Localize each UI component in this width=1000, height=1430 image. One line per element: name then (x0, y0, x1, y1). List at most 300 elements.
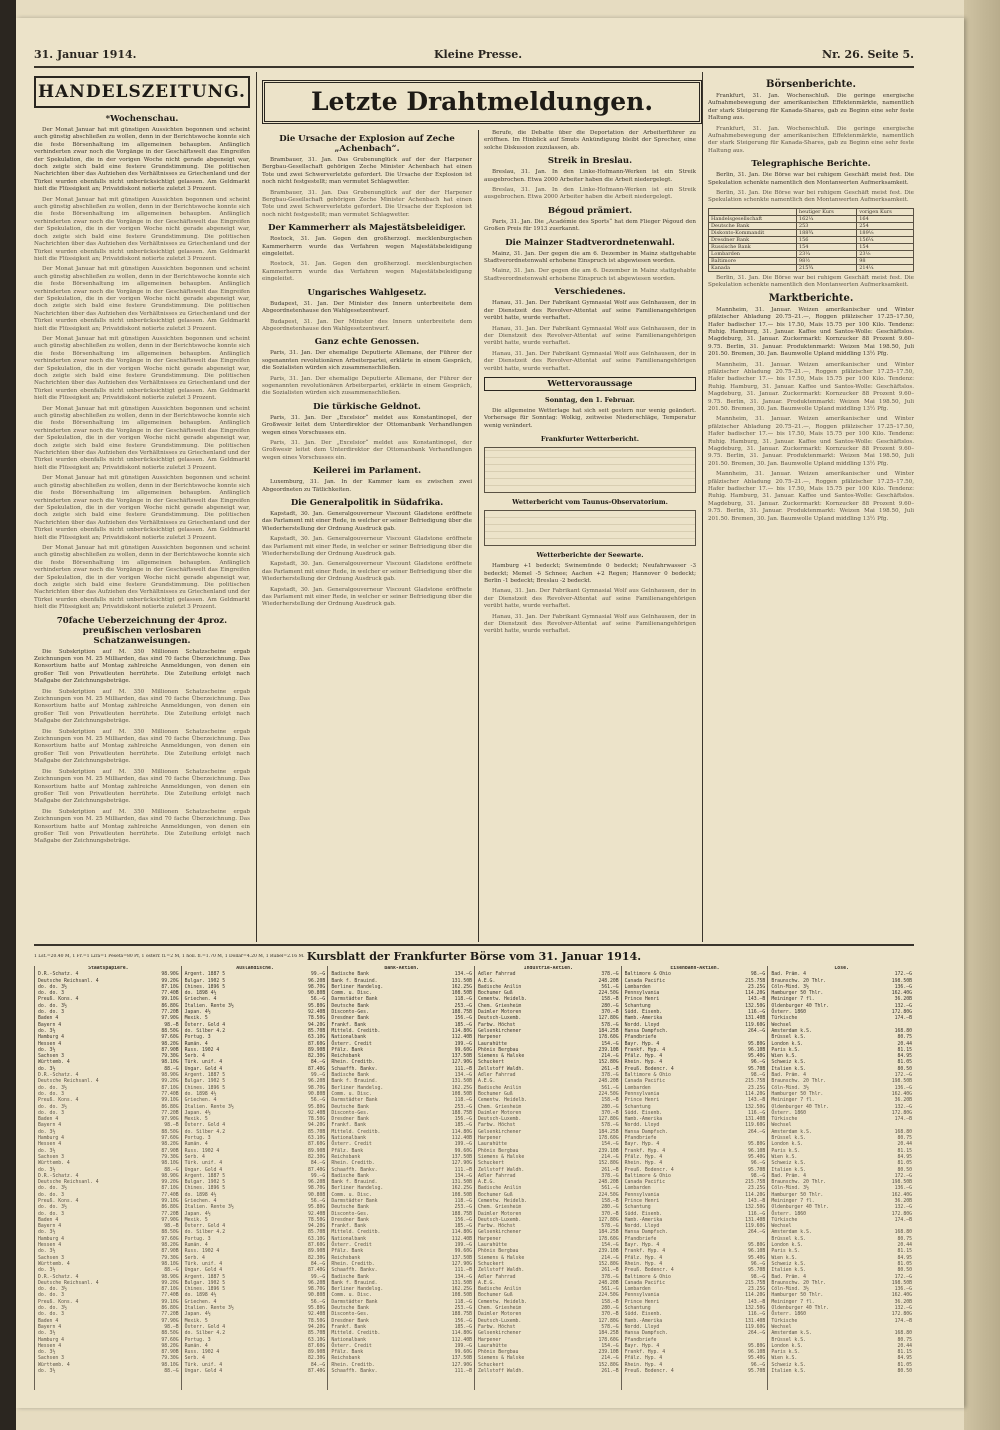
security-name: Deutsche Bank (331, 1205, 369, 1211)
security-price: 95.80G (307, 1104, 326, 1110)
security-price: 127.80G (598, 1117, 619, 1123)
security-name: Russ. 1902 4 (184, 1148, 220, 1154)
article-text: Die allgemeine Wetterlage hat sich seit gestern nur wenig geändert. Vorhersage für Sonntag: Wolkig, zeitweise Niederschläge, Temperatur wenig verändert. (484, 407, 696, 429)
security-name: Schuckert (478, 1362, 504, 1368)
security-price: 98.—G (750, 972, 766, 978)
article-heading: Ganz echte Genossen. (314, 337, 420, 348)
security-name: Schantung (624, 1104, 651, 1110)
security-price: 239.10B (598, 1148, 619, 1154)
security-price: 95.70B (747, 1369, 766, 1374)
security-name: Badische Anilin (478, 1287, 522, 1293)
security-price: 264.—G (747, 1230, 766, 1236)
section-rule (34, 944, 914, 946)
security-name: Frankf. Hyp. 4 (624, 1249, 666, 1255)
security-price: 188.75B (451, 1110, 472, 1116)
security-price: 98.—B (164, 1123, 179, 1129)
security-name: Preuß. Bodencr. 4 (624, 1066, 674, 1072)
security-name: Bulgar. 1902 5 (184, 1079, 226, 1085)
security-name: Württemb. 4 (38, 1161, 70, 1167)
security-price: 154.—G (601, 1041, 619, 1047)
kurs-value: 154 (857, 243, 914, 250)
article-heading: Ungarisches Wahlgesetz. (307, 287, 427, 298)
security-price: 98.90G (161, 972, 179, 978)
security-name: Gelsenkirchener (478, 1129, 522, 1135)
security-name: Bank f. Brauind. (331, 978, 378, 984)
security-name: Gelsenkirchener (478, 1028, 522, 1034)
security-name: Darmstädter Bank (331, 1198, 378, 1204)
security-name: Siemens & Halske (478, 1054, 525, 1060)
security-name: Südd. Eisenb. (624, 1010, 663, 1016)
security-name: D.R.-Schatz. 4 (38, 1073, 79, 1079)
security-price: 84.95 (897, 1054, 912, 1060)
kurs-column-heading: Eisenbahn-Aktien. (670, 966, 720, 971)
security-name: do. do. 3 (38, 1293, 64, 1299)
security-name: Darmstädter Bank (331, 1098, 378, 1104)
article-text: Paris, 31. Jan. Die „Académie des Sports“ hat dem Flieger Pégoud den Großen Preis für 1913 zuerkannt. (484, 218, 696, 233)
security-name: Hamburger 50 Thlr. (771, 1091, 824, 1097)
kurs-table (708, 208, 914, 272)
table-row (709, 250, 914, 257)
security-name: Hessen 4 (38, 1142, 62, 1148)
security-price: 137.50B (451, 1154, 472, 1160)
security-price: 99.—G (310, 1173, 326, 1179)
article-text: Paris, 31. Jan. Der „Excelsior“ meldet aus Konstantinopel, der Großwesir leitet dem Unterdirektor der Ottomanbank Verhandlungen wegen eines Vorschusses ein. (262, 414, 472, 436)
security-price: 132.50G (745, 1104, 766, 1110)
security-name: Schweiz k.S. (771, 1161, 806, 1167)
security-name: Frankf. Hyp. 4 (624, 1047, 666, 1053)
security-name: do. do. 3½ (38, 1104, 67, 1110)
security-price: 119.60G (745, 1324, 766, 1330)
security-price: 214.—G (601, 1255, 619, 1261)
article-heading: Die Mainzer Stadtverordnetenwahl. (505, 237, 675, 248)
security-name: do. 3½ (38, 1066, 56, 1072)
kurs-column (327, 966, 472, 1390)
table-row (478, 1369, 619, 1375)
security-name: Chines. 1896 5 (184, 1085, 226, 1091)
security-name: Nordd. Lloyd (624, 1123, 660, 1129)
security-price: 248.20B (598, 1280, 619, 1286)
security-name: Japan. 4½ (184, 1312, 211, 1318)
weather-table (484, 447, 696, 493)
security-name: Canada Pacific (624, 1180, 666, 1186)
security-name: A.E.G. (478, 1180, 496, 1186)
security-price: 253.—G (454, 1205, 472, 1211)
security-price: 132.—G (894, 1306, 912, 1312)
security-price: 96.10B (747, 1148, 766, 1154)
security-price: 154.—G (601, 1343, 619, 1349)
security-name: Paris k.S. (771, 1350, 801, 1356)
security-price: 168.80 (894, 1230, 912, 1236)
security-name: Hamb.-Amerika (624, 1217, 663, 1223)
security-name: do. Silber 4.2 (184, 1230, 226, 1236)
security-name: A.E.G. (478, 1280, 496, 1286)
security-name: Adler Fahrrad (478, 972, 516, 978)
table-row (709, 215, 914, 222)
security-price: 96.—G (750, 1261, 766, 1267)
security-name: Russ. 1902 4 (184, 1047, 220, 1053)
security-name: Braunschw. 20 Thlr. (771, 1079, 827, 1085)
security-name: Südd. Eisenb. (624, 1312, 663, 1318)
security-name: Wien k.S. (771, 1054, 798, 1060)
drahtmeldungen-banner: Letzte Drahtmeldungen. (262, 80, 702, 124)
security-price: 88.—G (164, 1066, 179, 1072)
security-price: 81.05 (897, 1060, 912, 1066)
security-name: Pennsylvania (624, 991, 660, 997)
security-name: Dresdner Bank (331, 1217, 369, 1223)
security-name: Disconto-Ges. (331, 1110, 369, 1116)
table-row (709, 229, 914, 236)
security-price: 95.70B (747, 1066, 766, 1072)
security-name: Griechen. 4 (184, 997, 217, 1003)
security-name: Paris k.S. (771, 1148, 801, 1154)
security-price: 98.—B (164, 1224, 179, 1230)
security-name: Schuckert (478, 1060, 504, 1066)
security-name: Wechsel (771, 1224, 792, 1230)
security-name: Österr. Credit (331, 1243, 372, 1249)
security-price: 97.90G (161, 1217, 179, 1223)
security-price: 168.80 (894, 1028, 912, 1034)
security-price: 188.75B (451, 1312, 472, 1318)
handelszeitung-title: HANDELSZEITUNG. (34, 76, 250, 108)
security-price: 199.—G (454, 1243, 472, 1249)
binding-edge (0, 0, 16, 1430)
kurs-name: Lombarden (709, 250, 797, 257)
article-text: Budapest, 31. Jan. Der Minister des Innern unterbreitete dem Abgeordnetenhause den Wahlgesetzentwurf. (262, 318, 472, 332)
security-name: Wechsel (771, 1123, 792, 1129)
security-price: 92.40B (307, 1211, 326, 1217)
security-price: 89.90B (307, 1249, 326, 1255)
security-name: do. 3½ (38, 1129, 56, 1135)
security-price: 89.90B (307, 1350, 326, 1356)
security-price: 98.10G (161, 1362, 179, 1368)
security-price: 36.20B (894, 1098, 912, 1104)
weather-date: Sonntag, den 1. Februar. (545, 395, 635, 404)
security-name: Oldenburger 40 Thlr. (771, 1104, 830, 1110)
security-name: Prince Henri (624, 997, 660, 1003)
table-row (709, 222, 914, 229)
kurs-table-header: heutiger Kurs (796, 208, 856, 215)
security-price: 578.—G (601, 1123, 619, 1129)
security-price: 96.10B (747, 1047, 766, 1053)
security-name: do. do. 3½ (38, 984, 67, 990)
security-name: Phönix Bergbau (478, 1047, 519, 1053)
security-price: 96.—G (750, 1362, 766, 1368)
security-name: Ungar. Gold 4 (184, 1066, 223, 1072)
security-price: 95.80G (307, 1003, 326, 1009)
security-name: Bayern 4 (38, 1123, 62, 1129)
security-price: 108.50B (451, 1091, 472, 1097)
weather-heading: Wettervoraussage (484, 377, 696, 391)
security-name: do. 3½ (38, 1369, 56, 1374)
security-price: 94.20G (307, 1224, 326, 1230)
article-text: Frankfurt, 31. Jan. Wochenschluß. Die geringe energische Aufnahmebewegung der amerikanischen Effektenmärkte, namentlich der stark Steigerung für Kanada-Shares, gab zu Beginn eine sehr feste Haltung aus. (708, 125, 914, 154)
security-price: 87.40G (307, 1268, 326, 1274)
security-price: 184.25B (598, 1331, 619, 1337)
security-name: Darmstädter Bank (331, 997, 378, 1003)
security-name: do. 3½ (38, 1350, 56, 1356)
security-name: Pfandbriefe (624, 1236, 657, 1242)
security-price: 174.—B (894, 1016, 912, 1022)
security-price: 108.50B (451, 991, 472, 997)
security-name: Ungar. Gold 4 (184, 1369, 223, 1374)
security-name: Bulgar. 1902 5 (184, 1280, 226, 1286)
security-name: Österr. Credit (331, 1142, 372, 1148)
security-price: 112.40B (451, 1035, 472, 1041)
security-name: Badische Bank (331, 1274, 369, 1280)
security-name: D.R.-Schatz. 4 (38, 1173, 79, 1179)
security-price: 98.70G (307, 1186, 326, 1192)
kurs-value: 156¼ (857, 236, 914, 243)
security-price: 143.—B (747, 1299, 766, 1305)
security-name: Hansa Dampfsch. (624, 1331, 668, 1337)
security-price: 162.40G (891, 1091, 912, 1097)
security-price: 99.60G (454, 1148, 472, 1154)
security-price: 131.50B (451, 1180, 472, 1186)
security-price: 172.—G (894, 1274, 912, 1280)
security-price: 87.60G (307, 1243, 326, 1249)
security-name: Italien. Rente 3½ (184, 1205, 234, 1211)
security-name: Österr. 1860 (771, 1110, 806, 1116)
security-name: Baltimore & Ohio (624, 1073, 671, 1079)
security-price: 87.90B (161, 1249, 179, 1255)
security-price: 78.50G (307, 1016, 326, 1022)
security-price: 80.50 (897, 1268, 912, 1274)
security-name: do. 1898 4½ (184, 1091, 217, 1097)
security-name: Württemb. 4 (38, 1261, 70, 1267)
security-price: 99.—G (310, 1274, 326, 1280)
security-name: do. do. 3 (38, 1192, 64, 1198)
security-price: 98.—G (750, 1274, 766, 1280)
security-name: Wien k.S. (771, 1255, 798, 1261)
security-name: Cöln-Mind. 3½ (771, 984, 809, 990)
security-name: Daimler Motoren (478, 1110, 522, 1116)
security-name: Farbw. Höchst (478, 1324, 516, 1330)
security-name: Frankf. Bank (331, 1123, 366, 1129)
security-name: Italien. Rente 3½ (184, 1306, 234, 1312)
article-heading: Streik in Breslau. (547, 156, 633, 167)
security-name: Deutsch-Luxemb. (478, 1117, 522, 1123)
security-price: 99.20G (161, 1180, 179, 1186)
security-name: Portug. 3 (184, 1136, 211, 1142)
security-name: Hansa Dampfsch. (624, 1230, 668, 1236)
security-name: Prince Henri (624, 1198, 660, 1204)
section-heading: Börsenberichte. (766, 79, 856, 90)
security-name: Oldenburger 40 Thlr. (771, 1003, 830, 1009)
security-price: 370.—B (601, 1312, 619, 1318)
weather-heading: Wetterberichte der Seewarte. (536, 551, 644, 560)
security-price: 118.—G (454, 1299, 472, 1305)
security-name: Deutsche Reichsanl. 4 (38, 1180, 99, 1186)
kurs-column (767, 966, 912, 1390)
security-price: 158.—B (601, 997, 619, 1003)
kurs-value: 156 (796, 236, 856, 243)
security-name: Serb. 4 (184, 1154, 205, 1160)
security-name: Bulgar. 1902 5 (184, 978, 226, 984)
security-name: Österr. 1860 (771, 1010, 806, 1016)
security-name: Frankf. Bank (331, 1224, 366, 1230)
kurs-value: 214¼ (857, 264, 914, 271)
security-name: Bulgar. 1902 5 (184, 1180, 226, 1186)
security-name: Zellstoff Waldh. (478, 1268, 525, 1274)
security-name: Harpener (478, 1337, 502, 1343)
security-price: 99.60G (454, 1249, 472, 1255)
security-name: Rhein. Creditb. (331, 1261, 375, 1267)
security-price: 199.—G (454, 1041, 472, 1047)
security-price: 131.40B (745, 1016, 766, 1022)
security-price: 86.80G (161, 1104, 179, 1110)
kurs-column-heading: Industrie-Aktien. (523, 966, 573, 971)
security-price: 116.—G (747, 1312, 766, 1318)
security-name: Siemens & Halske (478, 1255, 525, 1261)
security-name: London k.S. (771, 1041, 804, 1047)
security-name: Mexik. 5 (184, 1117, 208, 1123)
security-price: 131.40B (745, 1117, 766, 1123)
security-price: 77.20B (161, 1211, 179, 1217)
security-price: 172.—G (894, 1173, 912, 1179)
security-name: Rumän. 4 (184, 1041, 208, 1047)
security-name: Serb. 4 (184, 1054, 205, 1060)
article-text: Mainz, 31. Jan. Der gegen die am 6. Dezember in Mainz stattgehabte Stadtverordnetenwahl erhobene Einspruch ist abgewiesen worden. (484, 250, 696, 265)
security-price: 87.60G (307, 1142, 326, 1148)
kurs-column (181, 966, 326, 1390)
security-name: Italien k.S. (771, 1268, 806, 1274)
security-price: 98.70G (307, 984, 326, 990)
security-name: Chem. Griesheim (478, 1205, 522, 1211)
security-name: Braunschw. 20 Thlr. (771, 1280, 827, 1286)
security-name: Bad. Präm. 4 (771, 1274, 806, 1280)
security-price: 82.30G (307, 1154, 326, 1160)
security-price: 280.—G (601, 1003, 619, 1009)
security-name: D.R.-Schatz. 4 (38, 1274, 79, 1280)
security-name: Chines. 1896 5 (184, 984, 226, 990)
security-name: Meininger 7 fl. (771, 1098, 815, 1104)
security-name: do. do. 3 (38, 1010, 64, 1016)
security-price: 370.—B (601, 1010, 619, 1016)
security-name: Bad. Präm. 4 (771, 972, 806, 978)
security-name: Brüssel k.S. (771, 1236, 806, 1242)
security-name: Schantung (624, 1306, 651, 1312)
security-name: Phönix Bergbau (478, 1350, 519, 1356)
security-price: 99.20G (161, 1280, 179, 1286)
security-name: Pfälz. Hyp. 4 (624, 1054, 663, 1060)
security-price: 224.50G (598, 1192, 619, 1198)
security-price: 63.10G (307, 1035, 326, 1041)
security-name: Türkische (771, 1117, 798, 1123)
security-name: Berliner Handelsg. (331, 1085, 384, 1091)
security-price: 98.10G (161, 1060, 179, 1066)
security-price: 162.25G (451, 1186, 472, 1192)
article-text: Mannheim, 31. Januar. Weizen amerikanischer und Winter pfälzischer Abladung 20.75–21.—, Roggen pfälzischer 17.25–17.50, Hafer badischer 17.— bis 17.50, Mais 15.75 per 100 Kilo. Tendenz: Ruhig. Hamburg, 31. Januar. Kaffee und Santos-Wolle: Geschäftslos. Magdeburg, 31. Januar. Zuckermarkt: Kornzucker 88 Prozent 9.60–9.75. Berlin, 31. Januar. Produktenmarkt: Weizen Mai 198.50, Juli 201.50. Bremen, 30. Jan. Baumwolle Upland middling 13½ Pfg. (708, 306, 914, 358)
security-price: 132.50G (745, 1306, 766, 1312)
security-name: Pennsylvania (624, 1192, 660, 1198)
security-name: Hamburg 4 (38, 1136, 64, 1142)
article-text: Mannheim, 31. Januar. Weizen amerikanischer und Winter pfälzischer Abladung 20.75–21.—, Roggen pfälzischer 17.25–17.50, Hafer badischer 17.— bis 17.50, Mais 15.75 per 100 Kilo. Tendenz: Ruhig. Hamburg, 31. Januar. Kaffee und Santos-Wolle: Geschäftslos. Magdeburg, 31. Januar. Zuckermarkt: Kornzucker 88 Prozent 9.60–9.75. Berlin, 31. Januar. Produktenmarkt: Weizen Mai 198.50, Juli 201.50. Bremen, 30. Jan. Baumwolle Upland middling 13½ Pfg. (708, 416, 914, 467)
security-name: Nationalbank (331, 1136, 366, 1142)
security-price: 253.—G (454, 1104, 472, 1110)
security-name: Portug. 3 (184, 1035, 211, 1041)
security-name: Nordd. Lloyd (624, 1022, 660, 1028)
security-name: Reichsbank (331, 1255, 361, 1261)
security-price: 82.30G (307, 1356, 326, 1362)
security-price: 95.80G (747, 1142, 766, 1148)
security-price: 578.—G (601, 1324, 619, 1330)
table-row (331, 1369, 472, 1375)
security-price: 99.10G (161, 997, 179, 1003)
security-price: 152.80G (598, 1161, 619, 1167)
security-price: 97.60G (161, 1136, 179, 1142)
security-name: Hamburger 50 Thlr. (771, 991, 824, 997)
security-price: 23.25G (747, 1287, 766, 1293)
article-text: Breslau, 31. Jan. In den Linke-Hofmann-Werken ist ein Streik ausgebrochen. Etwa 2000 Arbeiter haben die Arbeit niedergelegt. (484, 187, 696, 201)
security-price: 78.50G (307, 1318, 326, 1324)
security-name: Hamburg 4 (38, 1337, 64, 1343)
security-price: 78.50G (307, 1217, 326, 1223)
security-price: 85.70B (307, 1129, 326, 1135)
security-name: Bayr. Hyp. 4 (624, 1343, 660, 1349)
security-price: 158.—B (601, 1198, 619, 1204)
security-price: 127.90G (451, 1060, 472, 1066)
kurs-value: 23¼ (796, 250, 856, 257)
security-price: 111.—B (454, 1369, 472, 1374)
security-price: 99.—G (310, 1073, 326, 1079)
security-name: Meininger 7 fl. (771, 997, 815, 1003)
kurs-table-header (709, 208, 797, 215)
article-text: Mannheim, 31. Januar. Weizen amerikanischer und Winter pfälzischer Abladung 20.75–21.—, Roggen pfälzischer 17.25–17.50, Hafer badischer 17.— bis 17.50, Mais 15.75 per 100 Kilo. Tendenz: Ruhig. Hamburg, 31. Januar. Kaffee und Santos-Wolle: Geschäftslos. Magdeburg, 31. Januar. Zuckermarkt: Kornzucker 88 Prozent 9.60–9.75. Berlin, 31. Januar. Produktenmarkt: Weizen Mai 198.50, Juli 201.50. Bremen, 30. Jan. Baumwolle Upland middling 13½ Pfg. (708, 361, 914, 412)
security-price: 82.30G (307, 1054, 326, 1060)
security-name: Schantung (624, 1205, 651, 1211)
security-name: Schuckert (478, 1161, 504, 1167)
security-name: Phönix Bergbau (478, 1249, 519, 1255)
security-name: Baden 4 (38, 1217, 59, 1223)
security-name: Pennsylvania (624, 1091, 660, 1097)
security-name: do. do. 3½ (38, 1205, 67, 1211)
article-text: Luxemburg, 31. Jan. In der Kammer kam es zwischen zwei Abgeordneten zu Tätlichkeiten. (262, 479, 472, 493)
security-price: 280.—G (601, 1205, 619, 1211)
security-price: 77.20B (161, 1010, 179, 1016)
security-name: Griechen. 4 (184, 1299, 217, 1305)
security-price: 88.50G (161, 1028, 179, 1034)
security-name: Badische Anilin (478, 1186, 522, 1192)
security-name: Italien k.S. (771, 1369, 806, 1374)
security-price: 87.10G (161, 1085, 179, 1091)
security-name: do. Silber 4.2 (184, 1028, 226, 1034)
security-name: Cöln-Mind. 3½ (771, 1085, 809, 1091)
header-date: 31. Januar 1914. (34, 48, 137, 61)
security-price: 90.80B (307, 1091, 326, 1097)
table-row (709, 264, 914, 271)
security-price: 56.—G (310, 997, 326, 1003)
security-name: Lombarden (624, 1085, 651, 1091)
security-price: 185.—G (454, 1022, 472, 1028)
security-name: Chines. 1896 5 (184, 1186, 226, 1192)
security-price: 158.—B (601, 1299, 619, 1305)
article-text: Der Monat Januar hat mit günstigen Aussichten begonnen und scheint auch günstig abschließen zu wollen, denn in der Berichtswoche konnte sich die feste Börsenhaltung im allgemeinen behaupten. Anfänglich verhinderten zwar noch die Vorgänge in der Geschäftswelt das Eingreifen der Spekulation, die in der vorigen Woche nicht gerade abgeneigt war, doch zeigte sich bald eine festere Grundstimmung. Die politischen Nachrichten über das Aufziehen des Verhältnisses zu Griechenland und der Türkei wurden ebenfalls nicht unberücksichtigt gelassen. Am Geldmarkt hielt die Flüssigkeit an; Privatdiskont notierte zuletzt 3 Prozent. (34, 475, 250, 541)
header-issue: Nr. 26. Seite 5. (822, 48, 914, 61)
security-name: Prince Henri (624, 1098, 660, 1104)
kurs-name: Deutsche Bank (709, 222, 797, 229)
security-name: Deutsche Reichsanl. 4 (38, 1079, 99, 1085)
security-name: Lombarden (624, 1186, 651, 1192)
security-price: 162.40G (891, 1293, 912, 1299)
security-price: 96.20B (307, 1079, 326, 1085)
security-name: Württemb. 4 (38, 1362, 70, 1368)
weather-heading: Wetterbericht vom Taunus-Observatorium. (512, 498, 668, 507)
security-name: Preuß. Bodencr. 4 (624, 1268, 674, 1274)
security-price: 87.40G (307, 1167, 326, 1173)
security-price: 95.80G (307, 1205, 326, 1211)
security-name: Hessen 4 (38, 1041, 62, 1047)
security-name: Darmstädter Bank (331, 1299, 378, 1305)
